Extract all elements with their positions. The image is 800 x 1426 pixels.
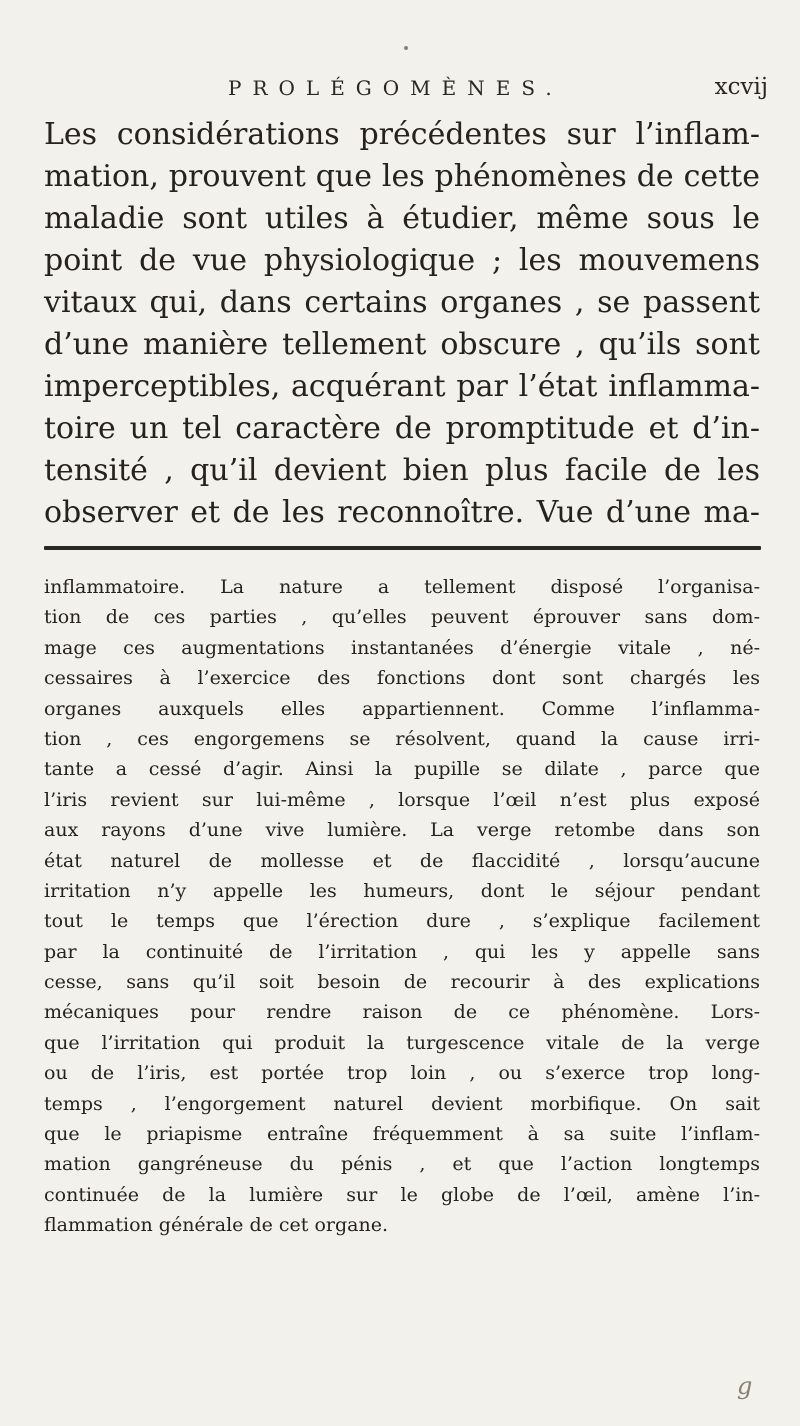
footnote-line: l’iris revient sur lui-même , lorsque l’œil n’est plus exposé [44, 788, 760, 811]
footnote-line: cesse, sans qu’il soit besoin de recourir à des explications [44, 971, 760, 994]
running-title: PROLÉGOMÈNES. [228, 76, 563, 100]
page-number: xcvij [714, 74, 768, 100]
footnote-line: temps , l’engorgement naturel devient morbifique. On sait [44, 1092, 760, 1115]
footnote-line: tante a cessé d’agir. Ainsi la pupille se dilate , parce que [44, 758, 760, 781]
main-text-line: point de vue physiologique ; les mouvemens [44, 243, 760, 278]
footnote-line: que l’irritation qui produit la turgescence vitale de la verge [44, 1031, 760, 1054]
footnote-line: inflammatoire. La nature a tellement disposé l’organisa- [44, 576, 760, 598]
footnote-line: mation gangréneuse du pénis , et que l’action longtemps [44, 1153, 760, 1176]
ink-speck-icon [400, 42, 412, 54]
footnote-line: tion , ces engorgemens se résolvent, quand la cause irri- [44, 727, 760, 750]
footnote-line: mage ces augmentations instantanées d’énergie vitale , né- [44, 636, 760, 659]
main-paragraph [44, 114, 760, 534]
footnote-line: flammation générale de cet organe. [44, 1214, 388, 1237]
footnote-line: tout le temps que l’érection dure , s’explique facilement [44, 910, 760, 933]
signature-mark: g [737, 1372, 753, 1400]
footnote-line: que le priapisme entraîne fréquemment à sa suite l’inflam- [44, 1123, 760, 1146]
main-text-line: Les considérations précédentes sur l’inflam- [44, 117, 760, 152]
page-header [228, 70, 768, 110]
footnote-line: état naturel de mollesse et de flaccidité , lorsqu’aucune [44, 849, 760, 872]
main-text-line: toire un tel caractère de promptitude et d’in- [44, 411, 760, 446]
main-text-line: imperceptibles, acquérant par l’état inflamma- [44, 369, 760, 404]
footnote-line: cessaires à l’exercice des fonctions dont sont chargés les [44, 667, 760, 690]
footnote-line: ou de l’iris, est portée trop loin , ou s’exerce trop long- [44, 1062, 760, 1085]
main-text-line: mation, prouvent que les phénomènes de cette [44, 159, 760, 194]
footnote-line: aux rayons d’une vive lumière. La verge retombe dans son [44, 819, 760, 842]
main-text-line: observer et de les reconnoître. Vue d’une ma- [44, 495, 760, 530]
footnote-paragraph [44, 572, 760, 1241]
main-text-line: vitaux qui, dans certains organes , se passent [44, 285, 760, 320]
main-text-line: tensité , qu’il devient bien plus facile de les [44, 453, 760, 488]
main-text-line: d’une manière tellement obscure , qu’ils sont [44, 327, 760, 362]
footnote-line: mécaniques pour rendre raison de ce phénomène. Lors- [44, 1001, 760, 1024]
footnote-divider [44, 546, 761, 550]
footnote-line: irritation n’y appelle les humeurs, dont le séjour pendant [44, 879, 760, 902]
footnote-line: continuée de la lumière sur le globe de l’œil, amène l’in- [44, 1183, 760, 1206]
footnote-line: organes auxquels elles appartiennent. Comme l’inflamma- [44, 697, 760, 720]
footnote-line: par la continuité de l’irritation , qui les y appelle sans [44, 940, 760, 963]
footnote-line: tion de ces parties , qu’elles peuvent éprouver sans dom- [44, 606, 760, 629]
main-text-line: maladie sont utiles à étudier, même sous le [44, 201, 760, 236]
